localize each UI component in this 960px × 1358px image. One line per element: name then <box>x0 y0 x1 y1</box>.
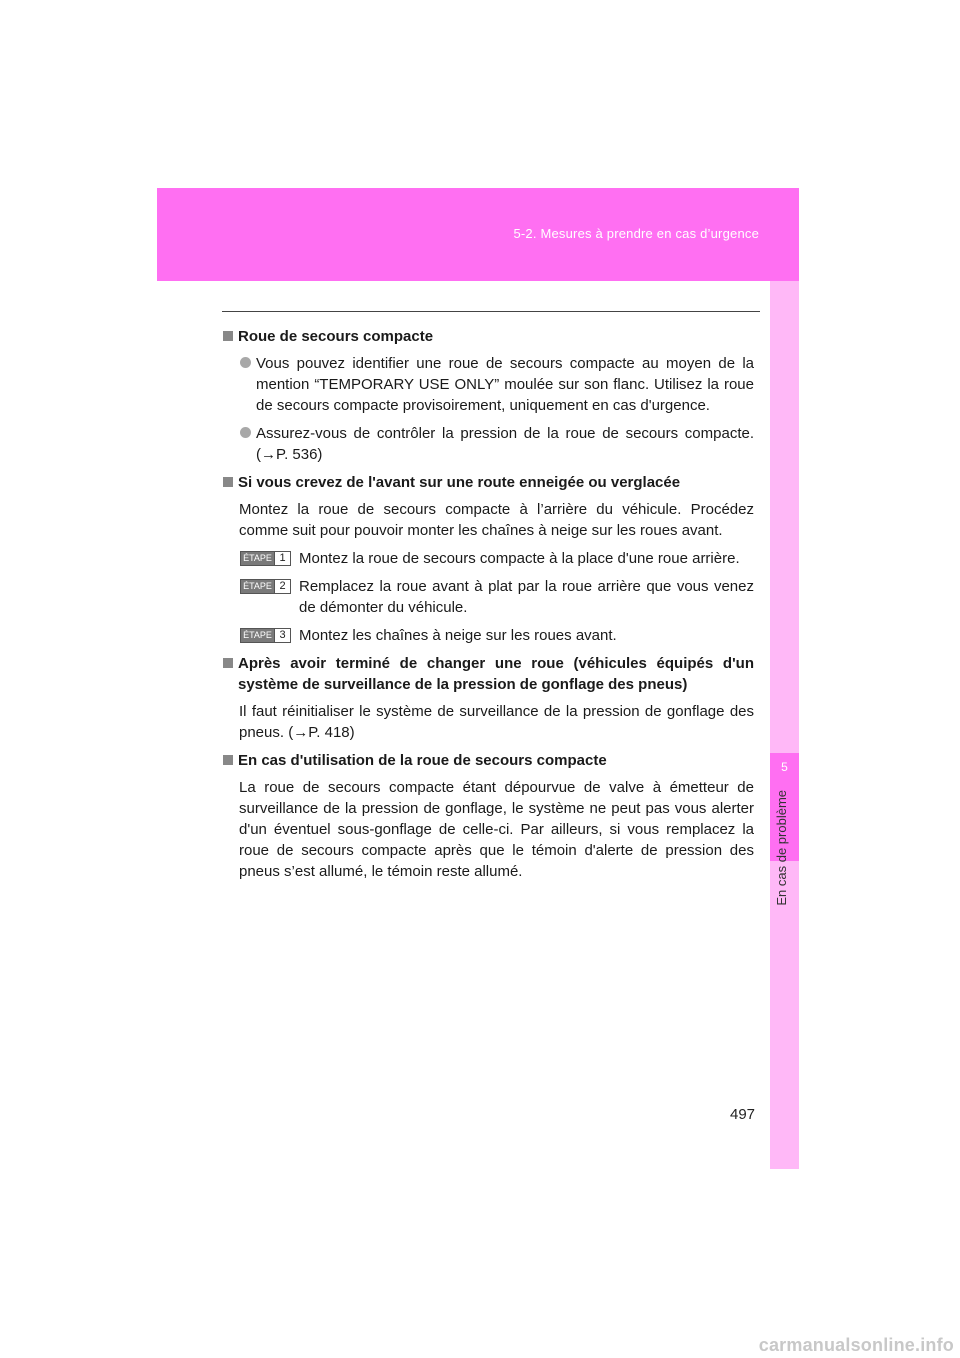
section-after-change <box>222 653 754 743</box>
step-text: Montez la roue de secours compacte à la place d'une roue arrière. <box>299 550 740 567</box>
header-band <box>157 188 799 281</box>
paragraph: La roue de secours compacte étant dépourvue de valve à émetteur de surveillance de la pression de gonflage, le système ne peut pas vous alerter d'un éventuel sous-gonflage de celle-ci. Par ailleurs, si vous remplacez la roue de secours compacte après que le témoin d'alerte de pression des pneus s’est allumé, le témoin reste allumé. <box>239 779 754 880</box>
side-tab <box>770 281 799 1169</box>
page-number: 497 <box>730 1106 756 1123</box>
step-number: 1 <box>274 552 290 565</box>
step-item <box>222 548 754 569</box>
square-bullet-icon <box>223 755 233 765</box>
step-badge <box>240 579 291 594</box>
square-bullet-icon <box>223 658 233 668</box>
section-compact-spare <box>222 326 754 465</box>
step-text: Remplacez la roue avant à plat par la roue arrière que vous venez de démonter du véhicule. <box>299 578 754 616</box>
square-bullet-icon <box>223 477 233 487</box>
step-word: ÉTAPE <box>241 552 274 565</box>
circle-bullet-icon <box>240 427 251 438</box>
section-snow-ice <box>222 472 754 646</box>
heading-text: Roue de secours compacte <box>238 328 434 345</box>
step-badge <box>240 628 291 643</box>
watermark: carmanualsonline.info <box>758 1335 954 1355</box>
heading-text: En cas d'utilisation de la roue de secours compacte <box>238 752 607 769</box>
section-using-spare <box>222 750 754 882</box>
section-heading <box>222 653 754 695</box>
list-item-text: Assurez-vous de contrôler la pression de la roue de secours compacte. (→P. 536) <box>256 425 754 463</box>
step-text: Montez les chaînes à neige sur les roues avant. <box>299 627 617 644</box>
section-heading <box>222 326 754 347</box>
heading-text: Si vous crevez de l'avant sur une route enneigée ou verglacée <box>238 474 681 491</box>
step-item <box>222 576 754 618</box>
section-title: 5-2. Mesures à prendre en cas d’urgence <box>513 226 759 241</box>
heading-text: Après avoir terminé de changer une roue (véhicules équipés d'un système de surveillance de la pression de gonflage des pneus) <box>238 655 754 693</box>
step-number: 3 <box>274 629 290 642</box>
list-item <box>222 423 754 465</box>
divider <box>222 311 760 312</box>
chapter-label: En cas de problème <box>774 790 789 906</box>
step-badge <box>240 551 291 566</box>
section-heading <box>222 750 754 771</box>
chapter-number: 5 <box>781 760 788 774</box>
list-item <box>222 353 754 416</box>
step-word: ÉTAPE <box>241 580 274 593</box>
step-item <box>222 625 754 646</box>
step-word: ÉTAPE <box>241 629 274 642</box>
paragraph: Il faut réinitialiser le système de surveillance de la pression de gonflage des pneus. (→P. 418) <box>239 703 754 741</box>
section-heading <box>222 472 754 493</box>
list-item-text: Vous pouvez identifier une roue de secours compacte au moyen de la mention “TEMPORARY USE ONLY” moulée sur son flanc. Utilisez la roue de secours compacte provisoirement, uniquement en cas d'urgence. <box>256 355 754 414</box>
circle-bullet-icon <box>240 357 251 368</box>
step-number: 2 <box>274 580 290 593</box>
paragraph: Montez la roue de secours compacte à l’arrière du véhicule. Procédez comme suit pour pouvoir monter les chaînes à neige sur les roues avant. <box>239 501 754 539</box>
square-bullet-icon <box>223 331 233 341</box>
page-content <box>222 326 754 889</box>
